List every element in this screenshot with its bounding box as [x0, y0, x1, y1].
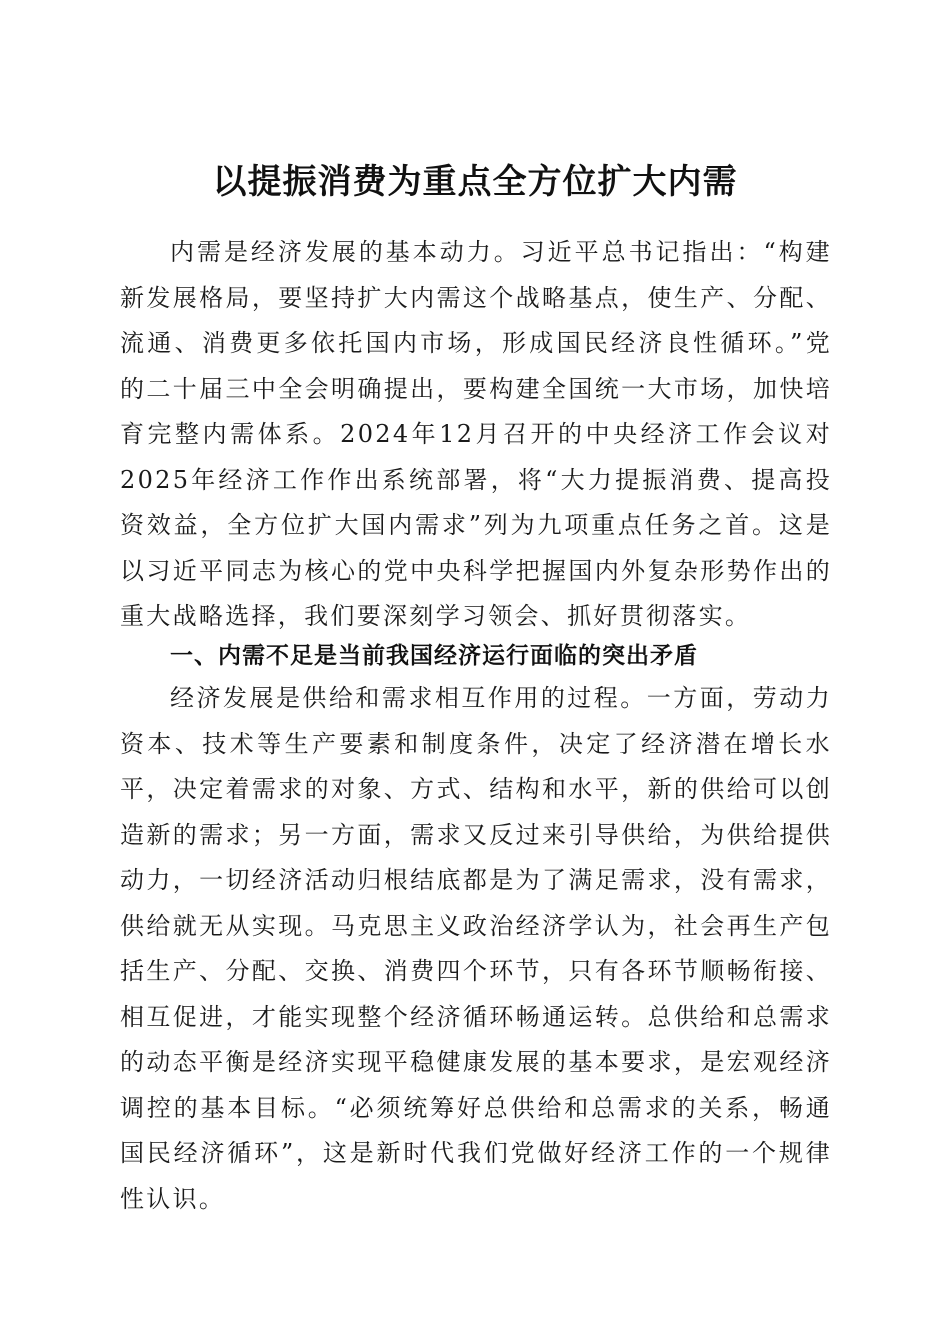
document-title: 以提振消费为重点全方位扩大内需 [212, 161, 738, 202]
intro-paragraph: 内需是经济发展的基本动力。习近平总书记指出：“构建新发展格局，要坚持扩大内需这个战略基点，使生产、分配、流通、消费更多依托国内市场，形成国民经济良性循环。”党的二十届三中全会明确提出，要构建全国统一大市场，加快培育完整内需体系。2024年12月召开的中央经济工作会议对2025年经济工作作出系统部署，将“大力提振消费、提高投资效益，全方位扩大国内需求”列为九项重点任务之首。这是以习近平同志为核心的党中央科学把握国内外复杂形势作出的重大战略选择，我们要深刻学习领会、抓好贯彻落实。 [120, 238, 832, 630]
section-paragraph: 经济发展是供给和需求相互作用的过程。一方面，劳动力资本、技术等生产要素和制度条件，决定了经济潜在增长水平，决定着需求的对象、方式、结构和水平，新的供给可以创造新的需求；另一方面，需求又反过来引导供给，为供给提供动力，一切经济活动归根结底都是为了满足需求，没有需求，供给就无从实现。马克思主义政治经济学认为，社会再生产包括生产、分配、交换、消费四个环节，只有各环节顺畅衔接、相互促进，才能实现整个经济循环畅通运转。总供给和总需求的动态平衡是经济实现平稳健康发展的基本要求，是宏观经济调控的基本目标。“必须统筹好总供给和总需求的关系，畅通国民经济循环”，这是新时代我们党做好经济工作的一个规律性认识。 [120, 684, 832, 1213]
section-heading: 一、内需不足是当前我国经济运行面临的突出矛盾 [170, 643, 698, 669]
